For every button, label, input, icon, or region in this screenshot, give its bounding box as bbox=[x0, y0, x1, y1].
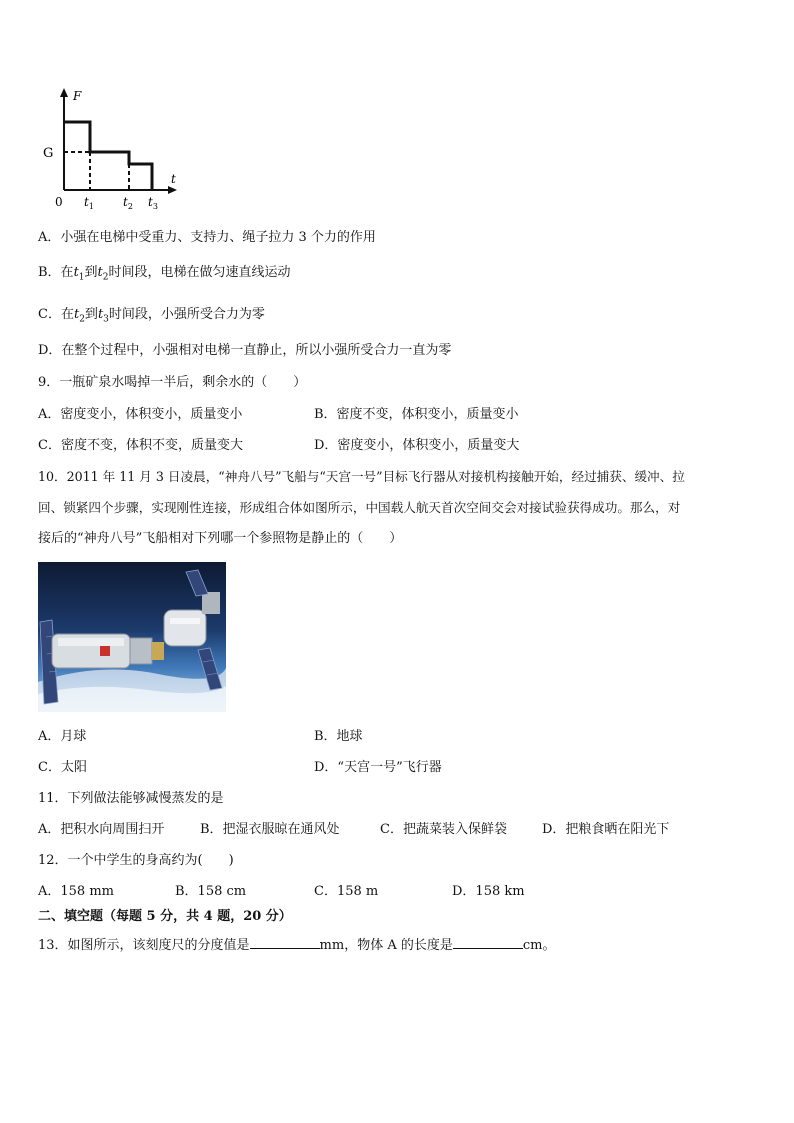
q8-b-t-letter-1: t bbox=[73, 265, 79, 280]
q11-option-a: A．把积水向周围扫开 bbox=[38, 822, 165, 837]
q8-b-suffix: 时间段，电梯在做匀速直线运动 bbox=[108, 265, 291, 280]
q8-b-middle: 到 bbox=[84, 265, 98, 280]
q12-option-a: A．158 mm bbox=[38, 884, 114, 899]
space-station-photo bbox=[38, 562, 226, 712]
q11-stem: 11．下列做法能够减慢蒸发的是 bbox=[38, 791, 224, 806]
q11-option-d: D．把粮食晒在阳光下 bbox=[542, 822, 670, 837]
force-curve bbox=[64, 122, 152, 190]
q13-blank-1[interactable] bbox=[250, 936, 320, 949]
q8-c-t3-sub: 3 bbox=[103, 314, 109, 325]
q9-stem: 9．一瓶矿泉水喝掉一半后，剩余水的（ ） bbox=[38, 375, 307, 390]
q8-c-t2-sub: 2 bbox=[79, 314, 85, 325]
q9-option-a: A．密度变小，体积变小，质量变小 bbox=[38, 407, 243, 422]
q8-option-d: D．在整个过程中，小强相对电梯一直静止，所以小强所受合力一直为零 bbox=[38, 343, 452, 358]
g-label: G bbox=[43, 146, 54, 161]
q12-option-b: B．158 cm bbox=[175, 884, 247, 899]
y-axis-label: F bbox=[73, 89, 82, 103]
q8-option-c bbox=[38, 306, 265, 329]
q13-middle: mm，物体 A 的长度是 bbox=[319, 938, 453, 953]
q13-blank-2[interactable] bbox=[453, 936, 523, 949]
q12-option-d: D．158 km bbox=[452, 884, 525, 899]
q8-c-middle: 到 bbox=[84, 307, 98, 322]
q10-option-b: B．地球 bbox=[314, 729, 363, 744]
x-axis-label: t bbox=[171, 172, 176, 186]
q12-stem: 12．一个中学生的身高约为( ) bbox=[38, 853, 234, 868]
q10-stem-line-1: 10．2011 年 11 月 3 日凌晨，“神舟八号”飞船与“天宫一号”目标飞行器从对接机构接触开始，经过捕获、缓冲、拉 bbox=[38, 469, 685, 484]
q8-b-t1-sub: 1 bbox=[78, 272, 85, 283]
q10-stem-line-3: 接后的“神舟八号”飞船相对下列哪一个参照物是静止的（ ） bbox=[38, 531, 403, 546]
q8-b-t2-sub: 2 bbox=[102, 272, 109, 283]
q8-c-t-letter-2: t bbox=[97, 307, 104, 322]
q9-option-c: C．密度不变，体积不变，质量变大 bbox=[38, 438, 243, 453]
q8-c-suffix: 时间段，小强所受合力为零 bbox=[108, 307, 265, 322]
q13-prefix: 13．如图所示，该刻度尺的分度值是 bbox=[38, 938, 250, 953]
q8-b-prefix: B．在 bbox=[38, 265, 74, 280]
q8-c-t-letter-1: t bbox=[73, 307, 80, 322]
t2-tick-label: $t_2$ bbox=[123, 195, 133, 211]
x-axis-arrow bbox=[168, 186, 177, 194]
q8-option-b bbox=[38, 264, 291, 287]
q10-option-a: A．月球 bbox=[38, 729, 87, 744]
q8-option-a: A．小强在电梯中受重力、支持力、绳子拉力 3 个力的作用 bbox=[38, 230, 376, 245]
q9-option-d: D．密度变小，体积变小，质量变大 bbox=[314, 438, 520, 453]
q10-option-d: D．“天宫一号”飞行器 bbox=[314, 760, 442, 775]
origin-label: 0 bbox=[55, 195, 63, 209]
t3-tick-label: $t_3$ bbox=[148, 195, 158, 211]
q9-option-b: B．密度不变，体积变小，质量变小 bbox=[314, 407, 519, 422]
t1-tick-label: $t_1$ bbox=[84, 195, 94, 211]
q12-option-c: C．158 m bbox=[314, 884, 379, 899]
q8-b-t-letter-2: t bbox=[97, 265, 103, 280]
q8-c-prefix: C．在 bbox=[38, 307, 74, 322]
q13-suffix: cm。 bbox=[522, 938, 556, 953]
q13-stem bbox=[38, 936, 555, 955]
q11-option-c: C．把蔬菜装入保鲜袋 bbox=[380, 822, 507, 837]
q10-option-c: C．太阳 bbox=[38, 760, 87, 775]
force-time-graph bbox=[30, 82, 190, 212]
q11-option-b: B．把湿衣服晾在通风处 bbox=[200, 822, 340, 837]
y-axis-arrow bbox=[60, 88, 68, 97]
q10-stem-line-2: 回、锁紧四个步骤，实现刚性连接，形成组合体如图所示，中国载人航天首次空间交会对接试验获得成功。那么，对 bbox=[38, 500, 681, 515]
section-heading: 二、填空题（每题 5 分，共 4 题，20 分） bbox=[38, 909, 292, 924]
